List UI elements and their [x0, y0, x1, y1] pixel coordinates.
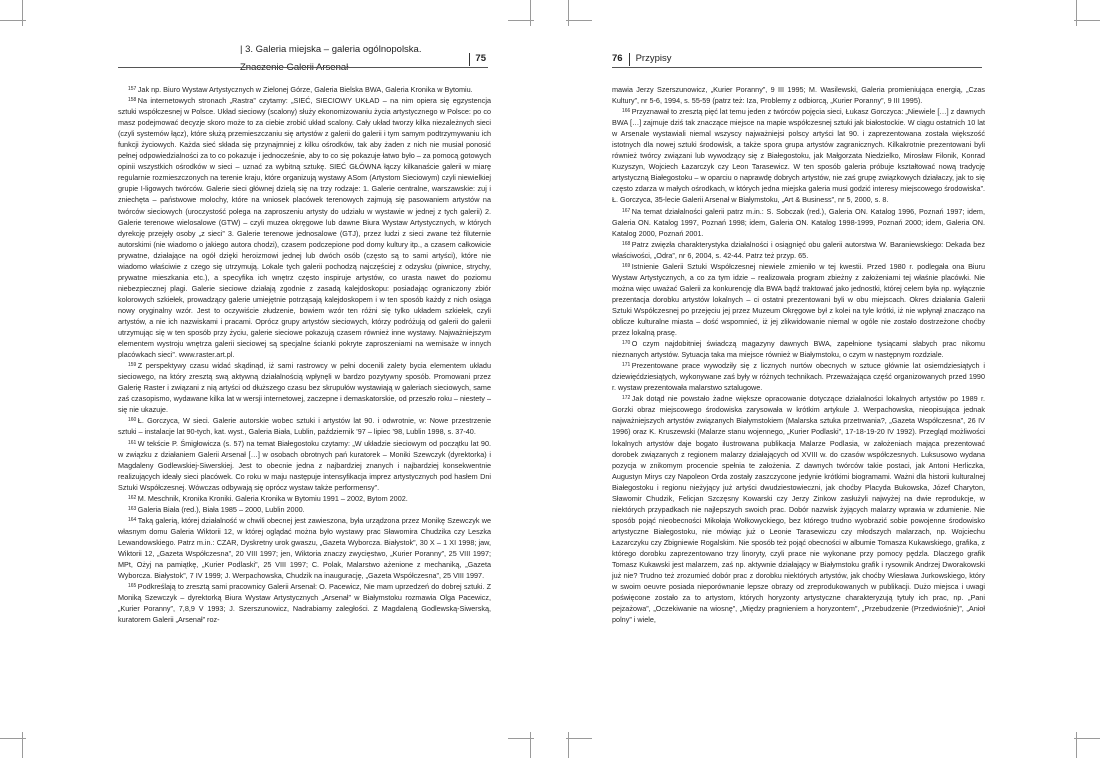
header-divider [469, 53, 470, 66]
footnote-text: Istnienie Galerii Sztuki Współczesnej niewiele zmieniło w tej kwestii. Przed 1980 r. podlegała ona Biuru Wystaw Artystycznych, a co za tym idzie – realizowała program zbieżny z założeniami tej właśnie placówki. Nie można więc uważać Galerii za konkurencję dla BWA bądź traktować jako jednostki, której celem była np. wyłącznie prezentacja dorobku artystów lokalnych – ci ostatni prezentowani byli w obu miejscach. Okres działania Galerii Sztuki Współczesnej po przejęciu jej przez Muzeum Okręgowe był z kolei na tyle krótki, iż nie wpłynął znacząco na oblicze kulturalne miasta – dość wspomnieć, iż jej zlikwidowanie niemal w ogóle nie zostało dostrzeżone choćby przez lokalną prasę. [612, 261, 985, 338]
footnote-text: Na temat działalności galerii patrz m.in.: S. Sobczak (red.), Galeria ON. Katalog 1996, Poznań 1997; idem, Galeria ON. Katalog 1997, Poznań 1998; idem, Galeria ON. Katalog 1998-1999, Poznań 2000; idem, Galeria ON. Katalog 2000, Poznań 2001. [612, 206, 985, 238]
footnote [118, 493, 491, 504]
crop-mark [566, 20, 592, 21]
crop-mark [1076, 732, 1077, 758]
footnote-text: Jak np. Biuro Wystaw Artystycznych w Zielonej Górze, Galeria Bielska BWA, Galeria Kronika w Bytomiu. [137, 85, 473, 94]
footnote-number: 160 [128, 417, 137, 424]
right-header-title: Przypisy [635, 53, 672, 64]
footnote [612, 84, 985, 106]
footnote-number: 163 [128, 505, 137, 512]
crop-mark [1076, 0, 1077, 26]
footnote-number: 166 [622, 108, 631, 115]
footnote [612, 338, 985, 360]
footnote-number: 162 [128, 494, 137, 501]
footnote-number: 172 [622, 395, 631, 402]
footnote-text: W tekście P. Śmigłowicza (s. 57) na temat Białegostoku czytamy: „W układzie sieciowym od początku lat 90. w związku z działaniem Galerii Arsenał […] w osobach obrotnych pań kuratorek – Moniki Szewczyk (dyrektorka) i Magdaleny Godlewskiej-Siwerskiej. Jest to obecnie jedna z najbardziej znanych i najbardziej konsekwentnie realizujących ideały sieci placówek. Co roku w maju następuje intensyfikacja imprez artystycznych pod hasłem Dni Sztuki Współczesnej. Wówczas odbywają się oprócz wystaw także performensy”. [118, 438, 491, 492]
right-footnotes [612, 84, 985, 625]
crop-mark [566, 738, 592, 739]
left-footnotes [118, 84, 491, 625]
footnote-number: 171 [622, 362, 631, 369]
footnote-text: mawia Jerzy Szerszunowicz, „Kurier Poranny”, 9 III 1995; M. Wasilewski, Galeria promieniująca energią, „Czas Kultury”, nr 5-6, 1994, s. 55-59 (patrz też: Iza, Problemy z odbiorcą, „Kurier Poranny”, 9 III 1995). [612, 85, 985, 106]
footnote [118, 515, 491, 581]
footnote-number: 164 [128, 516, 137, 523]
crop-mark [22, 732, 23, 758]
footnote [118, 84, 491, 95]
right-page-header [612, 50, 912, 68]
footnote-number: 158 [128, 97, 137, 104]
footnote-text: Taką galerią, której działalność w chwili obecnej jest zawieszona, była urządzona przez Monikę Szewczyk we własnym domu Galeria Wiktorii 12, w której oglądać można było wystawy prac Sławomira Chudzika czy Leszka Lewandowskiego. Patrz m.in.: CZAR, Dyskretny urok gwaszu, „Gazeta Wyborcza. Białystok”, 30 X – 1 XI 1998; jaw, Wiktorii 12, „Gazeta Współczesna”, 20 VIII 1997; jen, Wiktoria znaczy zwycięstwo, „Kurier Poranny”, 25 VIII 1997; MPt, Ożyj na pamiątkę, „Kurier Podlaski”, 25 VIII 1997; C. Polak, Malarstwo ażenione z mechaniką, „Gazeta Wyborcza. Białystok”, 7 IV 1999; J. Werpachowska, Chudzik na inaugurację, „Gazeta Współczesna”, 25 VIII 1997. [118, 515, 491, 581]
footnote [118, 438, 491, 493]
footnote [118, 415, 491, 437]
header-divider [629, 53, 630, 66]
left-header-title: | 3. Galeria miejska – galeria ogólnopolska. [240, 44, 422, 55]
crop-mark [568, 0, 569, 26]
footnote-text: Patrz zwięzła charakterystyka działalności i osiągnięć obu galerii autorstwa W. Baraniewskiego: Dekada bez właściwości, „Odra”, nr 6, 2004, s. 42-44. Patrz też przyp. 65. [612, 239, 985, 260]
footnote-text: Prezentowane prace wywodziły się z licznych nurtów obecnych w sztuce głównie lat osiemdziesiątych i dziewięćdziesiątych, wykonywane zaś były w różnych technikach. Przeważająca część organizowanych przed 1990 r. wystaw prezentowała malarstwo sztalugowe. [612, 361, 985, 393]
left-page-number: 75 [475, 53, 486, 64]
footnote-number: 159 [128, 362, 137, 369]
footnote-text: Podkreślają to zresztą sami pracownicy Galerii Arsenał: O. Pacewicz, Nie mam uprzedzeń do dobrej sztuki. Z Moniką Szewczyk – dyrektorką Biura Wystaw Artystycznych „Arsenał” w Białymstoku rozmawia Olga Pacewicz, „Kurier Poranny”, 7,8,9 V 1993; J. Szerszunowicz, Nadrabiamy zaległości. Z Magdaleną Godlewską-Siwerską, kuratorem Galerii „Arsenał” roz- [118, 582, 491, 625]
crop-mark [568, 732, 569, 758]
footnote-text: Na internetowych stronach „Rastra” czytamy: „SIEĆ, SIECIOWY UKŁAD – na nim opiera się egzystencja sztuki współczesnej w Polsce. Układ sieciowy (scalony) służy ekonomizowaniu życia artystycznego w Polsce: po co masz podejmować decyzje skoro może to za ciebie zrobić układ scalony. Cały układ tworzy kilka niezależnych sieci (czyli systemów łącz), które służą przemieszczaniu się artystów z galerii do galerii i tym samym podtrzymywaniu ich funkcji życiowych. Każda sieć składa się przynajmniej z kilku ośrodków, tak aby żaden z nich nie musiał ponosić pełnej odpowiedzialności za to co pokazuje i jednocześnie, aby to co się pokazuje łatwo było – za pomocą gotowych opinii wszystkich ośrodków w sieci – uznać za wybitną sztukę. SIEĆ GŁÓWNA łączy kilkanaście galerii w miarę regularnie rozmieszczonych na terenie kraju, które organizują wystawy ASom (Artystom Sieciowym) czyli niewielkiej grupie I-ligowych twórców. Galerie sieci głównej dzielą się na trzy rodzaje: 1. Galerie centralne, warszawskie: zuj i zniechęta – państwowe molochy, które na wniosek placówek terenowych zajmują się pasowaniem artystów na twórców sieciowych (uroczystość polega na zaproszeniu artysty do udziału w wystawie w jednej z tych galerii) 2. Galerie terenowe wielosalowe (GTW) – czyli muzea okręgowe lub dawne Biura Wystaw Artystycznych, w których dyrekcję przejęły osoby „z sieci” 3. Galerie terenowe jednosalowe (GTJ), przez ludzi z sieci zwane też filuternie autorskimi (nie wiadomo o jakiego autora chodzi), czasem podczepione pod domy kultury itp., a czasem całkowicie prywatne, działające na ogół dzięki heroizmowi jednej lub dwóch osób (często są to sami artyści), które nie wiadomo właściwie z czego się utrzymują. Lokale tych galerii pochodzą najczęściej z odzysku (piwnice, strychy, prywatne mieszkania etc.), a specyfika ich wnętrz często inspiruje artystów, co urasta nawet do poziomu niebezpiecznej plagi. Galerie sieciowe działają zgodnie z zasadą kalejdoskopu: posiadając ograniczony zbiór kolorowych szkiełek, prowadzący galerie umiejętnie potrząsają kalejdoskopem i w ten sposób każdy z nich osiąga nowy oryginalny wzór. Jest to oczywiście złudzenie, bowiem wzór ten różni się tylko układem szkiełek, czyli artystów, a nie ich nazwiskami i pracami. Oprócz grupy artystów sieciowych, którzy podróżują od galerii do galerii utrzymując się w ten sposób przy życiu, galerie sieciowe pokazują czasem również inne wystawy. Najważniejszym elementem wystroju wnętrza galerii sieciowej są specjalne ścianki pokryte zaproszeniami na wernisaże w innych placówkach sieci”. www.raster.art.pl. [118, 96, 491, 360]
footnote-number: 165 [128, 583, 137, 590]
footnote [612, 261, 985, 338]
right-header-rule [612, 67, 982, 68]
footnote-text: O czym najdobitniej świadczą magazyny dawnych BWA, zapełnione tysiącami słabych prac nikomu nieznanych artystów. Sytuacja taka ma miejsce również w Białymstoku, o czym w następnym rozdziale. [612, 339, 985, 360]
crop-mark [1074, 20, 1100, 21]
footnote-number: 161 [128, 439, 137, 446]
crop-mark [22, 0, 23, 26]
left-header-rule [118, 67, 488, 68]
footnote [118, 581, 491, 625]
footnote-number: 157 [128, 86, 137, 92]
footnote-number: 170 [622, 340, 631, 347]
crop-mark [530, 0, 531, 26]
footnote [612, 106, 985, 205]
right-page-number: 76 [612, 53, 623, 64]
footnote-text: Z perspektywy czasu widać skądinąd, iż sami rastrowcy w pełni docenili zalety bycia elementem układu sieciowego, na który zresztą swą aktywną działalnością wpłynęli w bardzo pozytywny sposób. Promowani przez Galerię Raster i związani z nią artyści od dłuższego czasu bez skrupułów wystawiają w galeriach sieciowych, same zaś czasopismo, wydawane kilka lat w wersji internetowej, zaczepne i demaskatorskie, od przeszło roku – niestety – się nie ukazuje. [118, 361, 491, 415]
footnote-number: 169 [622, 262, 631, 269]
footnote [612, 239, 985, 261]
footnote [612, 393, 985, 625]
left-page-header [240, 44, 486, 68]
footnote-number: 167 [622, 207, 631, 214]
footnote-text: Galeria Biała (red.), Biała 1985 – 2000, Lublin 2000. [137, 504, 305, 514]
footnote [118, 360, 491, 415]
footnote-number: 168 [622, 240, 631, 247]
crop-mark [530, 732, 531, 758]
footnote-text: Ł. Gorczyca, W sieci. Galerie autorskie wobec sztuki i artystów lat 90. i odwrotnie, w: Nowe przestrzenie sztuki – instalacje lat 90-tych, kat. wyst., Galeria Biała, Lublin, październik ’97 – lipiec ’98, Lublin 1998, s. 37-40. [118, 416, 491, 437]
footnote [118, 504, 491, 515]
footnote [612, 206, 985, 239]
footnote-text: M. Meschnik, Kronika Kroniki. Galeria Kronika w Bytomiu 1991 – 2002, Bytom 2002. [137, 493, 408, 503]
footnote-text: Jak dotąd nie powstało żadne większe opracowanie dotyczące działalności lokalnych artystów po 1989 r. Gorzki obraz miejscowego środowiska zarysowała w krótkim artykule J. Werpachowska, nieopisująca jednak najważniejszych artystów związanych Białymstokiem (Malarska sztuka przetrwania?, „Gazeta Współczesna”, 26 IV 1996) oraz K. Kruszewski (Malarze stanu wojennego, „Kurier Podlaski”, 17-18-19-20 IV 1992). Przegląd możliwości lokalnych artystów daje bogato ilustrowana publikacja Malarze Podlasia, w założeniach mająca prezentować dorobek związanych z regionem malarzy działających od XVIII w. do czasów współczesnych. Luksusowo wydana pozycja w znikomym procencie spełnia te założenia. Z dawnych twórców takie postaci, jak Antoni Herliczka, Augustyn Mirys czy Napoleon Orda zostały zaszczycone jedynie krótkimi biogramami. Ważni dla historii kulturalnej Białegostoku i regionu nieżyjący już artyści dwudziestowieczni, jak choćby Placyda Bukowska, Józef Charyton, Sławomir Chudzik, Felicjan Szczęsny Kowarski czy Jerzy Zinkow zasłużyli najwyżej na dwie reprodukcje, w niektórych przypadkach nie najlepszych swoich prac. Dobór nazwisk żyjących malarzy wprawia w zdumienie. Nie sposób pojąć nieobecności Mikołaja Wołkowyckiego, bez którego trudno wyobrazić sobie powojenne środowisko artystyczne Białegostoku, nie mówiąc już o Leonie Tarasewiczu czy młodszych malarzach, np. Wojciechu Łazarczyku czy Zbigniewie Rogalskim. Nie sposób też pojąć obecności w albumie Tomasza Kukawskiego, grafika, z którego dorobku zaprezentowano trzy linoryty, czyli prace nie wykonane przy pomocy pędzla. Dlaczego grafik Tomasz Kukawski jest malarzem, zaś np. aktywnie działający w Białymstoku grafik i rysownik Andrzej Dworakowski już nie? Trudno też zrozumieć dobór prac z dorobku niektórych artystów, jak choćby Wiesława Jurkowskiego, który w swoim oeuvre posiada nieporównanie lepsze obrazy od zreprodukowanych w publikacji. Dużo miejsca i uwagi poświęcone zostało za to artystom, których horyzonty artystyczne charakteryzują tytuły ich prac, np. „Pani pejzażowa”, „Oczekiwanie na wiosnę”, „Między pragnieniem a horyzontem”, „Przebudzenie (Przedwiośnie)”, „Anioł polny” i wiele, [612, 394, 985, 625]
crop-mark [1074, 738, 1100, 739]
footnote-text: Przyznawał to zresztą pięć lat temu jeden z twórców pojęcia sieci, Łukasz Gorczyca: „Niewiele […] z dawnych BWA […] zajmuje dziś tak znaczące miejsce na mapie współczesnej sztuki jak białostockie. W ciągu ostatnich 10 lat w Arsenale wystawiali niemal wszyscy najważniejsi polscy artyści lat 90. i zaprezentowana została większość istotnych dla nowej sztuki środowisk, a także spora grupa artystów zagranicznych. Kilkakrotnie prezentowani byli również twórcy związani lub wywodzący się z Białegostoku, jak Małgorzata Niedzielko, Mirosław Filonik, Konrad Kuzyszyn, Wojciech Łazarczyk czy Leon Tarasewicz. W ten sposób galeria próbuje kształtować nową tradycję artystyczną Białegostoku – w oparciu o naprawdę dobrych artystów, nie zaś grupę związkowych działaczy, jak to się często zdarza w małych ośrodkach, w których jedna miejska galeria musi godzić interesy miejscowego środowiska”. Ł. Gorczyca, 35-lecie Galerii Arsenał w Białymstoku, „Art & Business”, nr 5, 2000, s. 8. [612, 107, 985, 205]
footnote [118, 95, 491, 360]
footnote [612, 360, 985, 393]
